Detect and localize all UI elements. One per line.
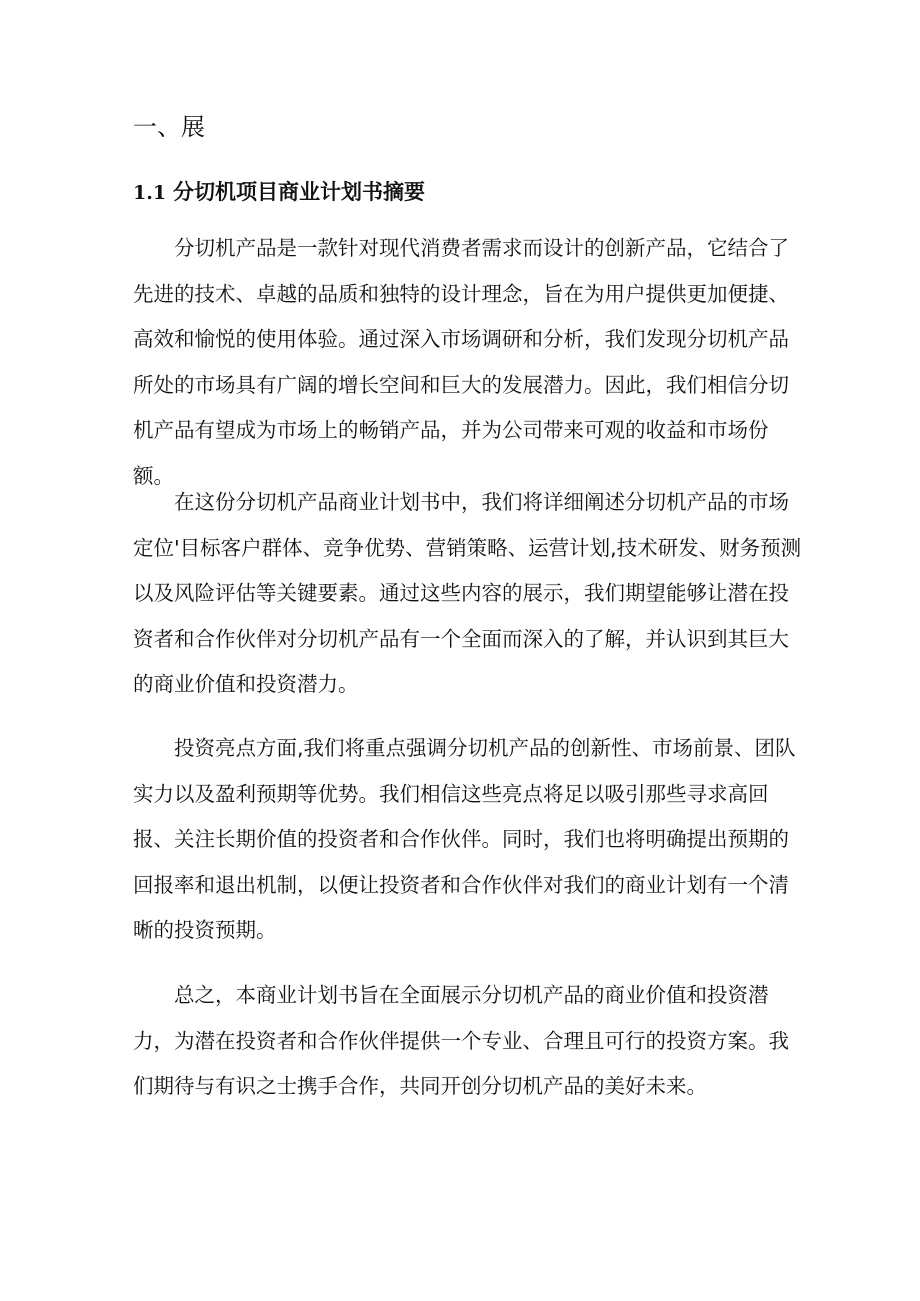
paragraph-block — [133, 480, 803, 708]
summary-paragraph-4: 总之，本商业计划书旨在全面展示分切机产品的商业价值和投资潜力，为潜在投资者和合作伙伴提供一个专业、合理且可行的投资方案。我们期待与有识之士携手合作，共同开创分切机产品的美好未来。 — [133, 983, 789, 1098]
summary-paragraph-2: 在这份分切机产品商业计划书中，我们将详细阐述分切机产品的市场定位'目标客户群体、竞争优势、营销策略、运营计划,技术研发、财务预测以及风险评估等关键要素。通过这些内容的展示，我们期望能够让潜在投资者和合作伙伴对分切机产品有一个全面而深入的了解，并认识到其巨大的商业价值和投资潜力。 — [133, 490, 802, 696]
chapter-heading: 一、展 — [133, 113, 205, 141]
summary-paragraph-3: 投资亮点方面,我们将重点强调分切机产品的创新性、市场前景、团队实力以及盈利预期等优势。我们相信这些亮点将足以吸引那些寻求高回报、关注长期价值的投资者和合作伙伴。同时，我们也将明确提出预期的回报率和退出机制，以便让投资者和合作伙伴对我们的商业计划有一个清晰的投资预期。 — [133, 736, 796, 942]
paragraph-block — [133, 973, 803, 1110]
section-title: 分切机项目商业计划书摘要 — [173, 180, 425, 204]
section-heading — [133, 177, 425, 208]
summary-paragraph-1: 分切机产品是一款针对现代消费者需求而设计的创新产品，它结合了先进的技术、卓越的品质和独特的设计理念，旨在为用户提供更加便捷、高效和愉悦的使用体验。通过深入市场调研和分析，我们发现分切机产品所处的市场具有广阔的增长空间和巨大的发展潜力。因此，我们相信分切机产品有望成为市场上的畅销产品，并为公司带来可观的收益和市场份额。 — [133, 236, 789, 488]
paragraph-block — [133, 726, 803, 954]
section-number: 1.1 — [133, 182, 167, 204]
paragraph-block — [133, 226, 803, 499]
